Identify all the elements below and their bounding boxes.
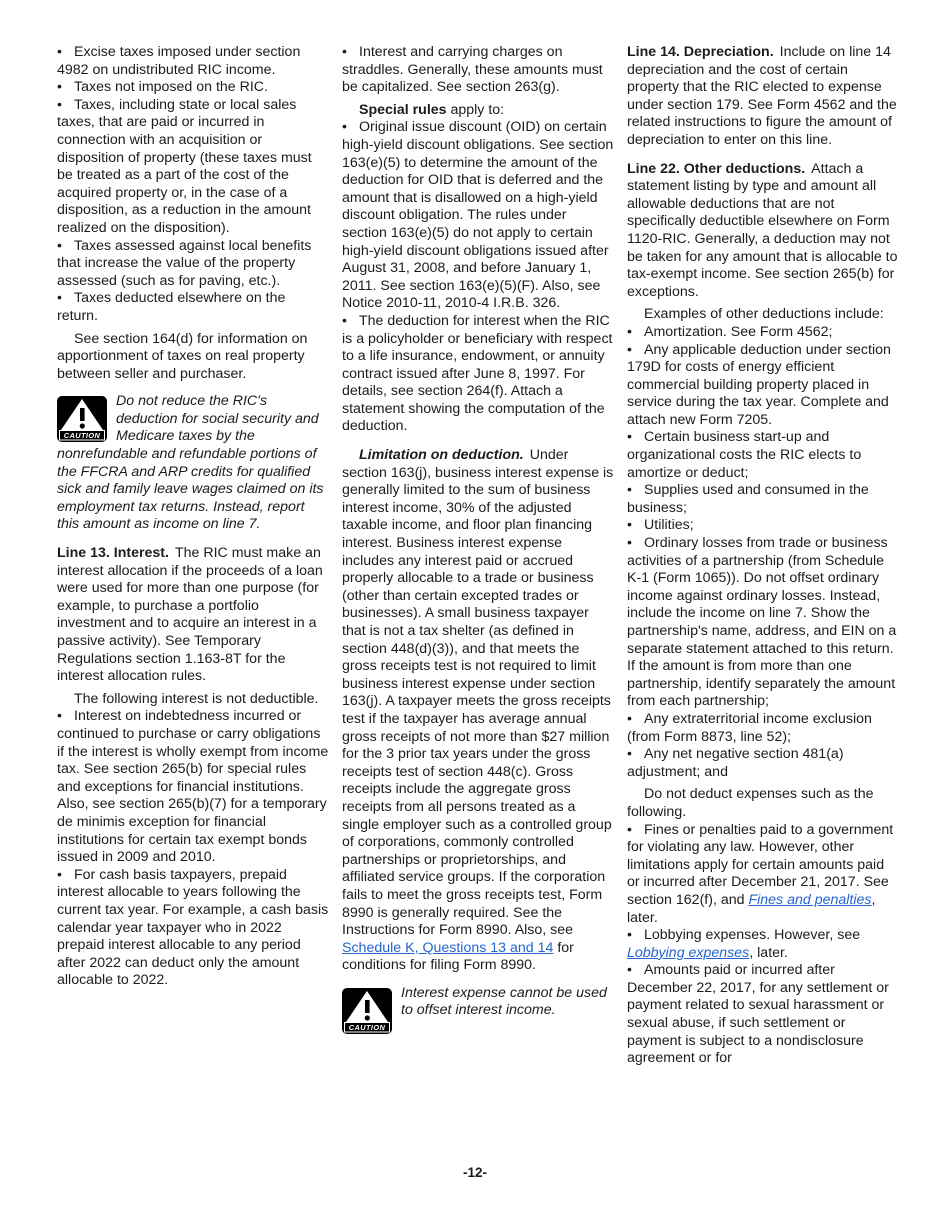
special-rules-paragraph — [342, 102, 614, 120]
bullet-text: Excise taxes imposed under section 4982 on undistributed RIC income. — [57, 44, 301, 78]
caution-icon-label: CAUTION — [63, 431, 101, 441]
bullet-item — [57, 290, 329, 325]
bullet-item — [342, 313, 614, 436]
bullet-text: Interest on indebtedness incurred or continued to purchase or carry obligations if the interest is wholly exempt from income tax. See section 265(b) for special rules and exceptions for financial institutions. Also, see section 265(b)(7) for a temporary de minimis exception for financial institutions for certain tax exempt bonds issued in 2009 and 2010. — [57, 708, 329, 866]
bullet-item — [627, 324, 899, 342]
bullet-text: Utilities; — [644, 517, 694, 534]
bullet-item — [57, 238, 329, 291]
special-rules-rest: apply to: — [446, 101, 505, 118]
bullet-item — [627, 962, 899, 1068]
schedule-k-link[interactable]: Schedule K, Questions 13 and 14 — [342, 939, 554, 956]
fines-and-penalties-link[interactable]: Fines and penalties — [748, 891, 872, 908]
bullet-text: Taxes, including state or local sales taxes, that are paid or incurred in connection with an acquisition or disposition of property (these taxes must be treated as a part of the cost of the acquired property or, in the case of a disposition, as a reduction in the amount realized on the disposition). — [57, 96, 312, 236]
section-line14 — [627, 44, 899, 150]
bullet-item — [627, 822, 899, 928]
paragraph: Do not deduct expenses such as the following. — [627, 786, 874, 820]
caution-icon-label: CAUTION — [348, 1022, 386, 1032]
bullet-text: Lobbying expenses. However, see — [644, 927, 861, 944]
bullet-item — [57, 44, 329, 79]
caution-text: Do not reduce the RIC's deduction for social security and Medicare taxes by the nonrefundable and refundable portions of the FFCRA and ARP credits for qualified sick and family leave wages claimed on its employment tax returns. Instead, report this amount as income on line 7. — [57, 393, 324, 533]
bullet-text: Taxes not imposed on the RIC. — [74, 79, 268, 96]
document-body — [57, 44, 899, 1068]
bullet-text-end: , later. — [749, 944, 788, 961]
bullet-item — [57, 97, 329, 238]
bullet-item — [627, 342, 899, 430]
limitation-body: Under section 163(j), business interest expense is generally limited to the sum of business interest income, 30% of the adjusted taxable income, and floor plan financing interest. Business interest expense includes any interest paid or accrued properly allocable to a trade or business (other than certain excepted trades or businesses). A small business taxpayer that is not a tax shelter (as defined in section 448(d)(3)), and that meets the gross receipts test is not required to limit business interest expense under section 163(j). A taxpayer meets the gross receipts test if the taxpayer has average annual gross receipts of not more than $27 million for the 3 prior tax years under the gross receipts test of section 448(c). Gross receipts include the aggregate gross receipts from all persons treated as a single employer such as a controlled group of corporations, commonly controlled partnerships or proprietorships, and affiliated service groups. If the corporation fails to meet the gross receipts test, Form 8990 is generally required. See the Instructions for Form 8990. Also, see — [342, 447, 614, 939]
bullet-item — [627, 429, 899, 482]
bullet-text: Taxes assessed against local benefits that increase the value of the property assessed (such as for paving, etc.). — [57, 237, 312, 289]
section-line13 — [57, 545, 329, 686]
line14-body: Include on line 14 depreciation and the cost of certain property that the RIC elected to expense under section 179. See Form 4562 and the related instructions to figure the amount of depreciation to enter on this line. — [627, 44, 897, 148]
page-number: -12- — [462, 1165, 487, 1180]
bullet-item — [342, 119, 614, 313]
bullet-text: Supplies used and consumed in the business; — [627, 482, 869, 516]
bullet-item — [627, 517, 899, 535]
bullet-item — [627, 927, 899, 962]
bullet-item — [627, 711, 899, 746]
bullet-text: Ordinary losses from trade or business activities of a partnership (from Schedule K-1 (Form 1065)). Do not offset ordinary income against ordinary losses. Instead, include the income on line 7. Show the partnership's name, address, and EIN on a separate statement attached to this return. If the amount is from more than one partnership, identify separately the amount from each partnership; — [627, 535, 897, 710]
bullet-text: Original issue discount (OID) on certain high-yield discount obligations. See section 163(e)(5) to determine the amount of the deduction for OID that is deferred and the amount that is disallowed on a high-yield discount obligation. The rules under section 163(e)(5) do not apply to certain high-yield discount obligations issued after August 31, 2008, and before January 1, 2011. See section 163(e)(5)(F). Also, see Notice 2010-11, 2010-4 I.R.B. 326. — [342, 119, 614, 312]
bullet-item — [627, 746, 899, 781]
bullet-item — [57, 867, 329, 990]
bullet-item — [627, 535, 899, 711]
column-1 — [57, 44, 329, 1068]
bullet-text: Amounts paid or incurred after December 22, 2017, for any settlement or payment related to sexual harassment or sexual abuse, if such settlement or payment is subject to a nondisclosure agreement or for — [627, 962, 889, 1067]
bullet-text: Interest and carrying charges on straddles. Generally, these amounts must be capitalized. See section 263(g). — [342, 44, 603, 96]
line13-heading: Line 13. Interest. — [57, 545, 169, 562]
paragraph: The following interest is not deductible. — [74, 690, 319, 707]
bullet-text: Any applicable deduction under section 179D for costs of energy efficient commercial building property placed in service during the tax year. Complete and attach new Form 7205. — [627, 341, 891, 428]
column-2 — [342, 44, 614, 1068]
caution-icon — [342, 988, 392, 1034]
caution-note — [342, 985, 614, 1035]
bullet-item — [342, 44, 614, 97]
limitation-body-end: for conditions for filing Form 8990. — [342, 939, 574, 974]
bullet-item — [57, 79, 329, 97]
bullet-item — [627, 482, 899, 517]
bullet-text: Taxes deducted elsewhere on the return. — [57, 290, 286, 324]
bullet-item — [57, 708, 329, 866]
line22-heading: Line 22. Other deductions. — [627, 160, 806, 177]
lobbying-expenses-link[interactable]: Lobbying expenses — [627, 944, 750, 961]
bullet-text: Amortization. See Form 4562; — [644, 323, 833, 340]
bullet-text-end: , later. — [627, 891, 876, 926]
limitation-paragraph — [342, 447, 614, 975]
paragraph: See section 164(d) for information on apportionment of taxes on real property between seller and purchaser. — [57, 330, 308, 382]
limitation-heading: Limitation on deduction. — [359, 447, 524, 464]
column-3 — [627, 44, 899, 1068]
bullet-text: Any extraterritorial income exclusion (from Form 8873, line 52); — [627, 710, 872, 745]
line14-heading: Line 14. Depreciation. — [627, 44, 774, 60]
bullet-text: For cash basis taxpayers, prepaid interest allocable to years following the current tax year. For example, a cash basis calendar year taxpayer who in 2022 prepaid interest allocable to any period after 2022 can deduct only the amount allocable to 2022. — [57, 866, 329, 989]
bullet-text: Certain business start-up and organizational costs the RIC elects to amortize or deduct; — [627, 429, 862, 481]
caution-icon — [57, 396, 107, 442]
section-line22 — [627, 161, 899, 302]
line22-body: Attach a statement listing by type and amount all allowable deductions that are not specifically deductible elsewhere on Form 1120-RIC. Generally, a deduction may not be taken for any amount that is allocable to tax-exempt income. See section 265(b) for exceptions. — [627, 160, 898, 300]
caution-text: Interest expense cannot be used to offset interest income. — [401, 984, 607, 1019]
bullet-text: The deduction for interest when the RIC is a policyholder or beneficiary with respect to a life insurance, endowment, or annuity contract issued after June 8, 1997. For details, see section 264(f). Attach a statement showing the computation of the deduction. — [342, 312, 613, 435]
caution-note — [57, 393, 329, 534]
special-rules-heading: Special rules — [359, 101, 447, 118]
paragraph: Examples of other deductions include: — [644, 306, 884, 323]
bullet-text: Fines or penalties paid to a government for violating any law. However, other limitations apply for certain amounts paid or incurred after December 21, 2017. See section 162(f), and — [627, 821, 894, 908]
bullet-text: Any net negative section 481(a) adjustment; and — [627, 746, 844, 780]
line13-body: The RIC must make an interest allocation if the proceeds of a loan were used for more than one purpose (for example, to purchase a portfolio investment and to acquire an interest in a passive activity). See Temporary Regulations section 1.163-8T for the interest allocation rules. — [57, 545, 323, 685]
